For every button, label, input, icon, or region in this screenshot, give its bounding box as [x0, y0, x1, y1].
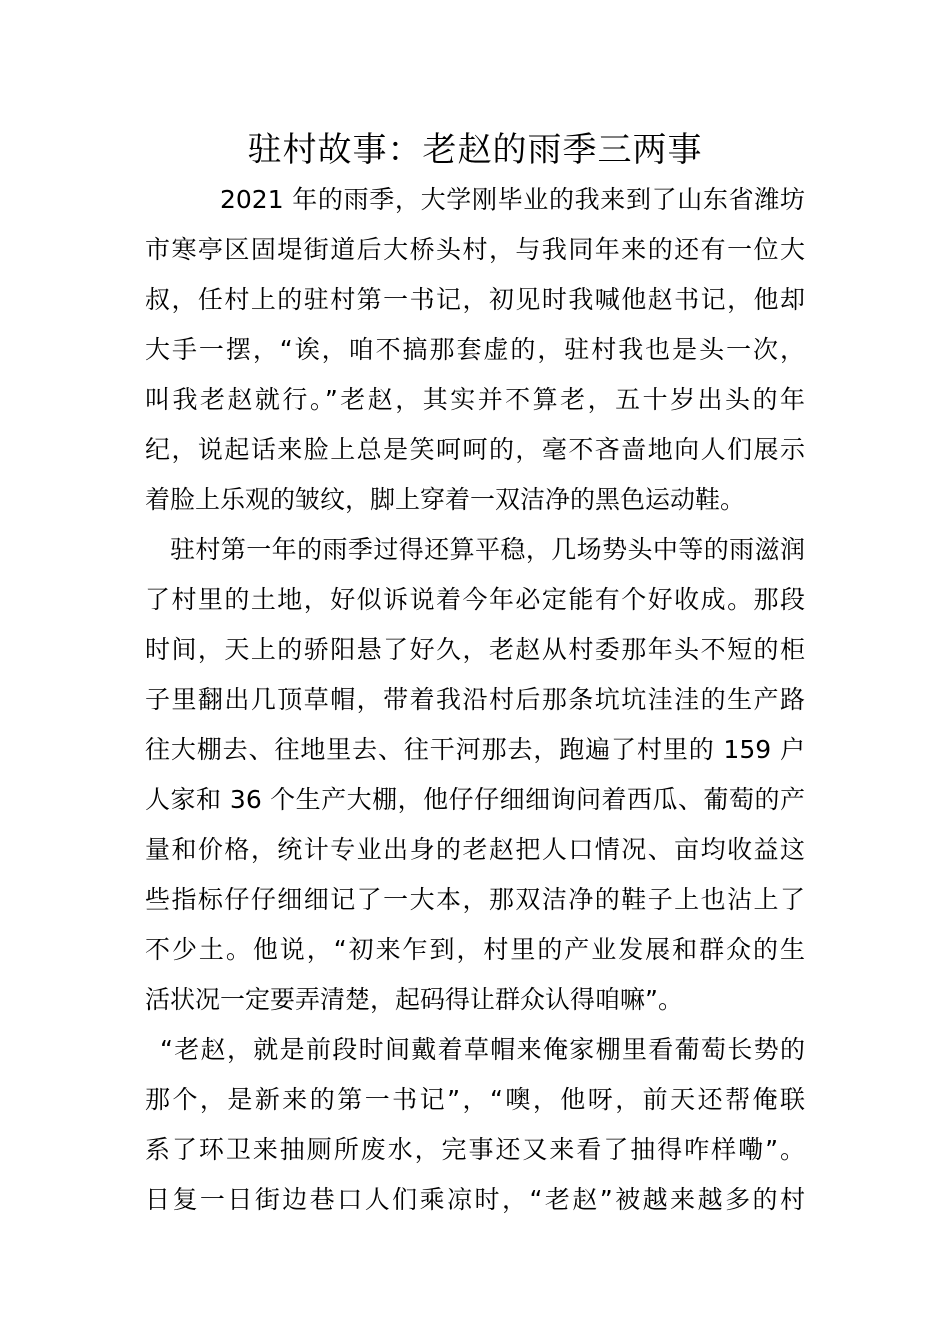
paragraph-line: 往大棚去、往地里去、往干河那去，跑遍了村里的 159 户 — [145, 735, 805, 764]
paragraph-line: 大手一摆，“诶，咱不搞那套虚的，驻村我也是头一次， — [145, 335, 805, 364]
paragraph-line: 系了环卫来抽厕所废水，完事还又来看了抽得咋样嘞”。 — [145, 1135, 805, 1164]
paragraph-line: 活状况一定要弄清楚，起码得让群众认得咱嘛”。 — [145, 985, 683, 1014]
paragraph-line: 市寒亭区固堤街道后大桥头村，与我同年来的还有一位大 — [145, 235, 805, 264]
paragraph-line: 时间，天上的骄阳悬了好久，老赵从村委那年头不短的柜 — [145, 635, 805, 664]
paragraph-line: 了村里的土地，好似诉说着今年必定能有个好收成。那段 — [145, 585, 805, 614]
paragraph-line: 纪，说起话来脸上总是笑呵呵的，毫不吝啬地向人们展示 — [145, 435, 805, 464]
paragraph-line: 驻村第一年的雨季过得还算平稳，几场势头中等的雨滋润 — [170, 535, 805, 564]
paragraph-line: 叫我老赵就行。”老赵，其实并不算老，五十岁出头的年 — [145, 385, 805, 414]
paragraph-line: 量和价格，统计专业出身的老赵把人口情况、亩均收益这 — [145, 835, 805, 864]
paragraph-line: “老赵，就是前段时间戴着草帽来俺家棚里看葡萄长势的 — [160, 1035, 805, 1064]
paragraph-line: 那个，是新来的第一书记”，“噢，他呀，前天还帮俺联 — [145, 1085, 805, 1114]
paragraph-line: 不少土。他说，“初来乍到，村里的产业发展和群众的生 — [145, 935, 805, 964]
paragraph-line: 人家和 36 个生产大棚，他仔仔细细询问着西瓜、葡萄的产 — [145, 785, 805, 814]
paragraph-line: 子里翻出几顶草帽，带着我沿村后那条坑坑洼洼的生产路 — [145, 685, 805, 714]
paragraph-line: 日复一日街边巷口人们乘凉时，“老赵”被越来越多的村 — [145, 1185, 805, 1214]
paragraph-line: 叔，任村上的驻村第一书记，初见时我喊他赵书记，他却 — [145, 285, 805, 314]
paragraph-line: 着脸上乐观的皱纹，脚上穿着一双洁净的黑色运动鞋。 — [145, 485, 746, 514]
paragraph-line: 些指标仔仔细细记了一大本，那双洁净的鞋子上也沾上了 — [145, 885, 805, 914]
paragraph-line: 2021 年的雨季，大学刚毕业的我来到了山东省潍坊 — [220, 185, 805, 214]
document-title: 驻村故事：老赵的雨季三两事 — [247, 130, 703, 170]
